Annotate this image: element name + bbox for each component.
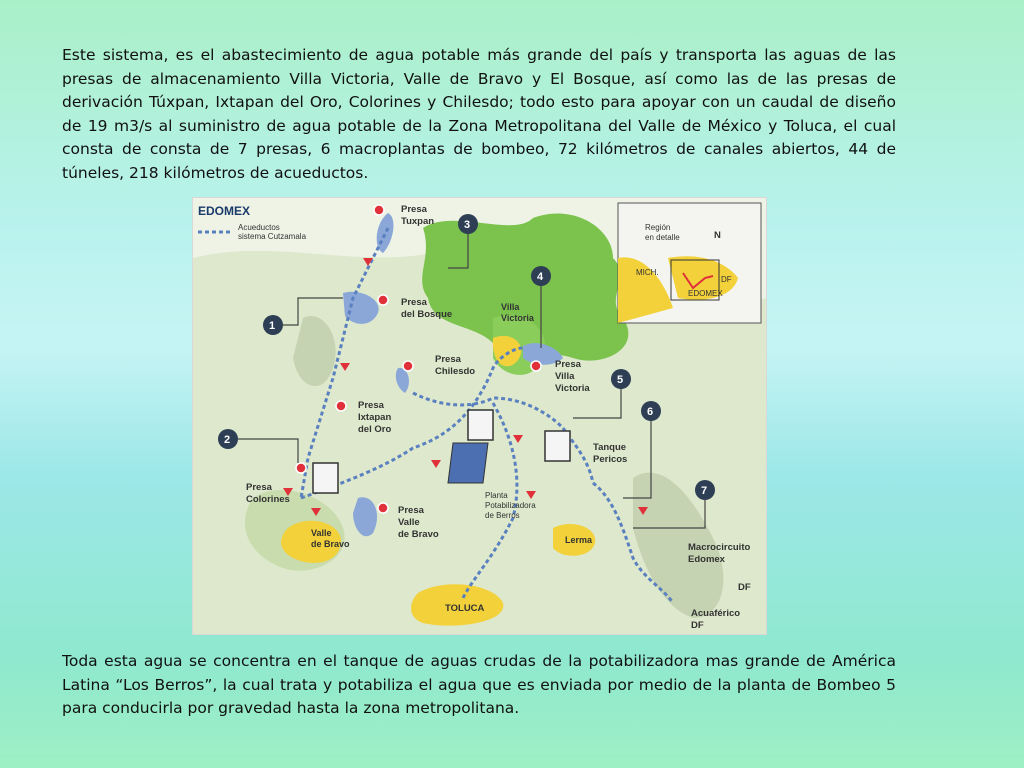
villa-victoria-town-label: Villa Victoria xyxy=(501,302,534,323)
inset-df-label: DF xyxy=(721,275,732,284)
valle-bravo-town-label: Valle de Bravo xyxy=(311,528,350,549)
svg-text:6: 6 xyxy=(647,406,654,418)
intro-paragraph: Este sistema, es el abastecimiento de agua potable más grande del país y transporta las aguas de las presas de almacenamiento Villa Victoria, Valle de Bravo y El Bosque, así como las de las presas de derivación Túxpan, Ixtapan del Oro, Colorines y Chilesdo; todo esto para apoyar con un caudal de diseño de 19 m3/s al suministro de agua potable de la Zona Metropolitana del Valle de México y Toluca, el cual consta de consta de 7 presas, 6 macroplantas de bombeo, 72 kilómetros de canales abiertos, 44 de túneles, 218 kilómetros de acueductos. xyxy=(62,46,896,182)
acuaferico-label: Acuaférico DF xyxy=(691,608,741,631)
inset-mich-label: MICH. xyxy=(636,268,659,277)
presa-colorines-label: Presa Colorines xyxy=(246,482,290,505)
tanque-pericos-label: Tanque Pericos xyxy=(593,442,628,465)
presa-tuxpan-label: Presa Tuxpan xyxy=(401,204,435,227)
svg-text:1: 1 xyxy=(269,320,276,332)
legend-label-line1: Acueductos xyxy=(238,223,280,232)
lerma-label: Lerma xyxy=(565,535,593,545)
inset-edomex-label: EDOMEX xyxy=(688,289,723,298)
df-label: DF xyxy=(738,582,751,593)
toluca-label: TOLUCA xyxy=(445,603,485,614)
presa-valle-bravo-label: Presa Valle de Bravo xyxy=(398,505,439,540)
map-title: EDOMEX xyxy=(198,204,251,218)
cutzamala-map xyxy=(193,198,766,634)
presa-ixtapan-label: Presa Ixtapan del Oro xyxy=(358,400,392,435)
svg-text:2: 2 xyxy=(224,434,231,446)
svg-text:5: 5 xyxy=(617,374,624,386)
macrocircuito-label: Macrocircuito Edomex xyxy=(688,542,751,565)
presa-chilesdo-label: Presa Chilesdo xyxy=(435,354,476,377)
inset-map xyxy=(618,203,761,323)
map-illustration xyxy=(193,198,766,634)
svg-text:3: 3 xyxy=(464,219,471,231)
presa-villa-victoria-label: Presa Villa Victoria xyxy=(555,359,590,394)
svg-text:7: 7 xyxy=(701,485,708,497)
legend-label-line2: sistema Cutzamala xyxy=(238,232,307,241)
closing-paragraph: Toda esta agua se concentra en el tanque de aguas crudas de la potabilizadora mas grande de América Latina “Los Berros”, la cual trata y potabiliza el agua que es enviada por medio de la planta de Bombeo 5 para conducirla por gravedad hasta la zona metropolitana. xyxy=(62,652,896,717)
inset-north-label: N xyxy=(714,230,721,241)
inset-region-label-2: en detalle xyxy=(645,233,680,242)
svg-text:4: 4 xyxy=(537,271,544,283)
planta-berros-label: Planta Potabilizadora de Berros xyxy=(485,491,536,520)
inset-region-label-1: Región xyxy=(645,223,671,232)
presa-bosque-label: Presa del Bosque xyxy=(401,297,453,320)
